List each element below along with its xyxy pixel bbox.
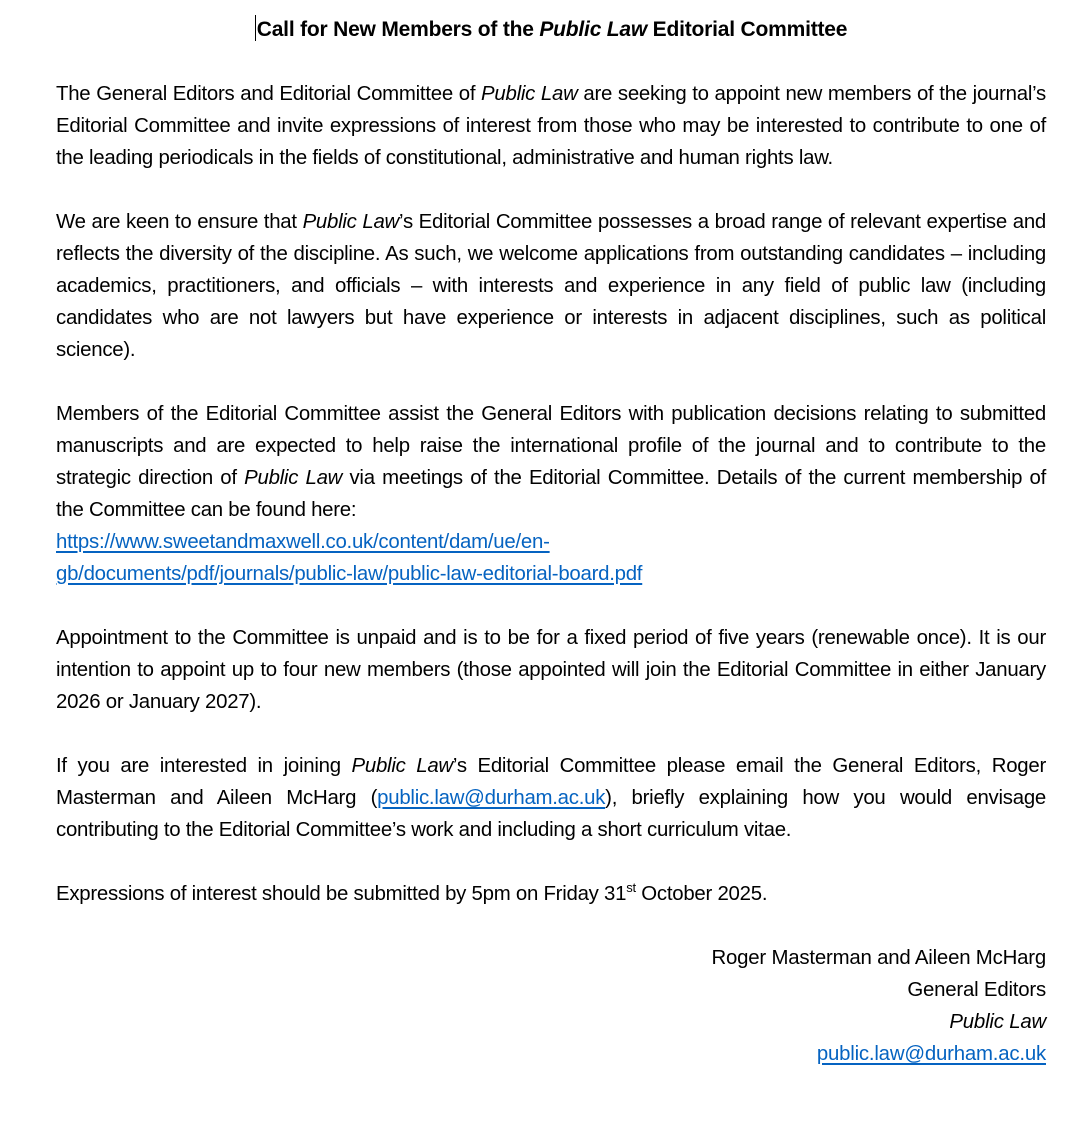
document-title: [56, 14, 1046, 46]
p1-text-before: The General Editors and Editorial Committee of: [56, 83, 482, 105]
editorial-board-link[interactable]: [56, 531, 642, 585]
p1-text-after: are seeking to appoint new members of the journal’s Editorial Committee and invite expressions of interest from those who may be interested to contribute to one of the leading periodicals in the fields of constitutional, administrative and human rights law.: [56, 83, 1046, 169]
p3-text-before: Members of the Editorial Committee assist the General Editors with publication decisions relating to submitted manuscripts and are expected to help raise the international profile of the journal and to contribute to the strategic direction of: [56, 403, 1046, 489]
paragraph-introduction: [56, 78, 1046, 174]
paragraph-diversity: [56, 206, 1046, 366]
p2-text-after: ’s Editorial Committee possesses a broad range of relevant expertise and reflects the diversity of the discipline. As such, we welcome applications from outstanding candidates – including academics, practitioners, and officials – with interests and experience in any field of public law (including candidates who are not lawyers but have experience or interests in adjacent disciplines, such as political science).: [56, 211, 1047, 361]
p5-text-before: If you are interested in joining: [56, 755, 352, 777]
title-text-before: Call for New Members of the: [256, 18, 540, 41]
p6-text-after: October 2025.: [635, 883, 768, 905]
signature-names: Roger Masterman and Aileen McHarg: [711, 947, 1046, 969]
document-page: [56, 14, 1046, 1070]
p6-text-before: Expressions of interest should be submitted by 5pm on Friday 31: [56, 883, 627, 905]
title-journal-name: Public Law: [539, 18, 648, 41]
link-line-2: gb/documents/pdf/journals/public-law/public-law-editorial-board.pdf: [56, 563, 643, 585]
p2-text-before: We are keen to ensure that: [56, 211, 303, 233]
paragraph-how-to-apply: [56, 750, 1046, 846]
p5-journal-name: Public Law: [351, 755, 453, 777]
paragraph-appointment-terms: Appointment to the Committee is unpaid and is to be for a fixed period of five years (renewable once). It is our intention to appoint up to four new members (those appointed will join the Editorial Committee in either January 2026 or January 2027).: [56, 627, 1046, 713]
text-cursor: [255, 15, 256, 41]
paragraph-duties: [56, 398, 1046, 590]
signature-journal: Public Law: [949, 1011, 1046, 1033]
p5-text-middle: ’s Editorial Committee please email the General Editors, Roger Masterman and Aileen McHarg (: [56, 755, 1047, 809]
link-line-1: https://www.sweetandmaxwell.co.uk/content/dam/ue/en-: [56, 531, 550, 553]
signature-block: [56, 942, 1046, 1070]
date-ordinal-suffix: st: [626, 880, 636, 896]
paragraph-deadline: [56, 878, 1046, 910]
title-text-after: Editorial Committee: [647, 18, 848, 41]
p3-journal-name: Public Law: [244, 467, 343, 489]
p5-text-after: ), briefly explaining how you would envisage contributing to the Editorial Committee’s work and including a short curriculum vitae.: [56, 787, 1046, 841]
contact-email-link[interactable]: public.law@durham.ac.uk: [377, 787, 606, 809]
signature-role: General Editors: [907, 979, 1046, 1001]
p3-text-after: via meetings of the Editorial Committee. Details of the current membership of the Committee can be found here:: [56, 467, 1046, 521]
signature-email-link[interactable]: public.law@durham.ac.uk: [816, 1043, 1046, 1065]
p2-journal-name: Public Law: [302, 211, 400, 233]
p1-journal-name: Public Law: [481, 83, 578, 105]
